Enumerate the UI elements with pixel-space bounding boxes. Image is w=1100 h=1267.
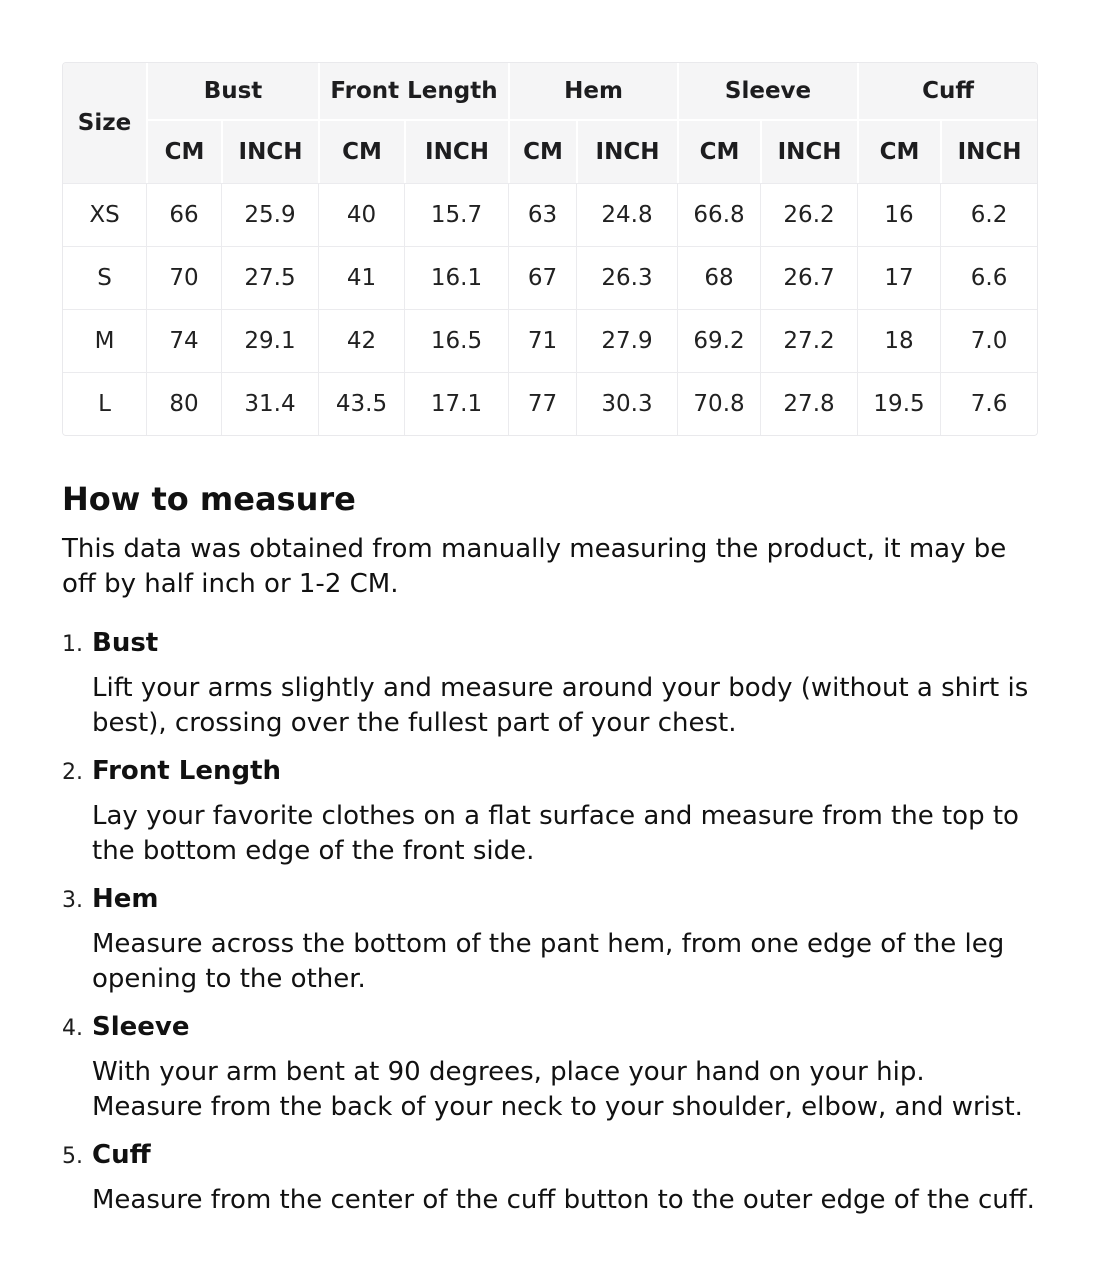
unit-header-sleeve-cm: CM <box>677 119 760 183</box>
step-description: Measure from the center of the cuff button to the outer edge of the cuff. <box>92 1185 1035 1215</box>
how-to-measure-title: How to measure <box>62 480 356 518</box>
size-chart-head <box>63 63 1037 183</box>
measure-step-hem <box>62 882 1038 997</box>
group-header-row <box>63 63 1037 119</box>
measurement-cell: 18 <box>857 309 940 372</box>
measurement-cell: 80 <box>146 372 221 435</box>
measurement-cell: 74 <box>146 309 221 372</box>
measurement-cell: 26.3 <box>576 246 677 309</box>
step-head <box>62 882 1038 918</box>
measurement-cell: 43.5 <box>318 372 404 435</box>
step-title: Sleeve <box>92 1012 190 1042</box>
unit-header-sleeve-inch: INCH <box>760 119 857 183</box>
unit-header-front-length-inch: INCH <box>404 119 508 183</box>
measurement-cell: 27.8 <box>760 372 857 435</box>
table-row-s <box>63 246 1037 309</box>
size-cell: L <box>63 372 146 435</box>
measurement-cell: 16 <box>857 183 940 246</box>
measurement-cell: 7.6 <box>940 372 1037 435</box>
measurement-cell: 77 <box>508 372 576 435</box>
measurement-cell: 24.8 <box>576 183 677 246</box>
unit-header-hem-cm: CM <box>508 119 576 183</box>
group-header-bust: Bust <box>146 63 318 119</box>
step-number: 5. <box>62 1144 83 1169</box>
measurement-cell: 70 <box>146 246 221 309</box>
measurement-cell: 70.8 <box>677 372 760 435</box>
measurement-cell: 42 <box>318 309 404 372</box>
measurement-cell: 67 <box>508 246 576 309</box>
how-to-measure-intro: This data was obtained from manually measuring the product, it may be off by half inch or 1-2 CM. <box>62 534 1007 599</box>
measurement-cell: 26.7 <box>760 246 857 309</box>
measure-step-bust <box>62 626 1038 741</box>
measurement-cell: 15.7 <box>404 183 508 246</box>
unit-header-bust-inch: INCH <box>221 119 318 183</box>
size-cell: S <box>63 246 146 309</box>
unit-header-cuff-inch: INCH <box>940 119 1037 183</box>
measurement-cell: 41 <box>318 246 404 309</box>
measurement-cell: 29.1 <box>221 309 318 372</box>
measurement-cell: 66 <box>146 183 221 246</box>
measurement-cell: 7.0 <box>940 309 1037 372</box>
step-head <box>62 626 1038 662</box>
measurement-cell: 27.2 <box>760 309 857 372</box>
step-head <box>62 754 1038 790</box>
step-description: Lift your arms slightly and measure around your body (without a shirt is best), crossing over the fullest part of your chest. <box>92 673 1029 738</box>
table-row-m <box>63 309 1037 372</box>
step-description: Measure across the bottom of the pant hem, from one edge of the leg opening to the other. <box>92 929 1005 994</box>
step-title: Bust <box>92 628 159 658</box>
measurement-cell: 66.8 <box>677 183 760 246</box>
size-chart-body <box>63 183 1037 435</box>
step-number: 1. <box>62 632 83 657</box>
measurement-cell: 6.6 <box>940 246 1037 309</box>
size-chart <box>62 62 1038 436</box>
measurement-cell: 16.5 <box>404 309 508 372</box>
measurement-cell: 63 <box>508 183 576 246</box>
measure-step-cuff <box>62 1138 1038 1218</box>
group-header-hem: Hem <box>508 63 677 119</box>
unit-header-cuff-cm: CM <box>857 119 940 183</box>
unit-header-front-length-cm: CM <box>318 119 404 183</box>
table-row-xs <box>63 183 1037 246</box>
size-chart-table <box>63 63 1037 435</box>
measure-step-sleeve <box>62 1010 1038 1125</box>
step-head <box>62 1138 1038 1174</box>
measurement-cell: 17.1 <box>404 372 508 435</box>
step-title: Front Length <box>92 756 282 786</box>
step-title: Cuff <box>92 1140 151 1170</box>
group-header-cuff: Cuff <box>857 63 1037 119</box>
measurement-cell: 6.2 <box>940 183 1037 246</box>
measurement-cell: 27.9 <box>576 309 677 372</box>
step-description: With your arm bent at 90 degrees, place your hand on your hip. Measure from the back of your neck to your shoulder, elbow, and wrist. <box>92 1057 1023 1122</box>
step-number: 2. <box>62 760 83 785</box>
measurement-cell: 69.2 <box>677 309 760 372</box>
measure-step-front-length <box>62 754 1038 869</box>
measurement-cell: 17 <box>857 246 940 309</box>
measure-steps-list <box>62 626 1038 1218</box>
unit-header-row <box>63 119 1037 183</box>
unit-header-bust-cm: CM <box>146 119 221 183</box>
table-row-l <box>63 372 1037 435</box>
group-header-front-length: Front Length <box>318 63 508 119</box>
measurement-cell: 40 <box>318 183 404 246</box>
size-cell: XS <box>63 183 146 246</box>
measurement-cell: 31.4 <box>221 372 318 435</box>
step-number: 4. <box>62 1016 83 1041</box>
measurement-cell: 26.2 <box>760 183 857 246</box>
measurement-cell: 68 <box>677 246 760 309</box>
measurement-cell: 19.5 <box>857 372 940 435</box>
measurement-cell: 25.9 <box>221 183 318 246</box>
group-header-sleeve: Sleeve <box>677 63 857 119</box>
measurement-cell: 71 <box>508 309 576 372</box>
size-cell: M <box>63 309 146 372</box>
step-title: Hem <box>92 884 159 914</box>
step-number: 3. <box>62 888 83 913</box>
step-head <box>62 1010 1038 1046</box>
size-column-header: Size <box>63 63 146 183</box>
unit-header-hem-inch: INCH <box>576 119 677 183</box>
measurement-cell: 16.1 <box>404 246 508 309</box>
measurement-cell: 27.5 <box>221 246 318 309</box>
step-description: Lay your favorite clothes on a flat surface and measure from the top to the bottom edge of the front side. <box>92 801 1019 866</box>
measurement-cell: 30.3 <box>576 372 677 435</box>
